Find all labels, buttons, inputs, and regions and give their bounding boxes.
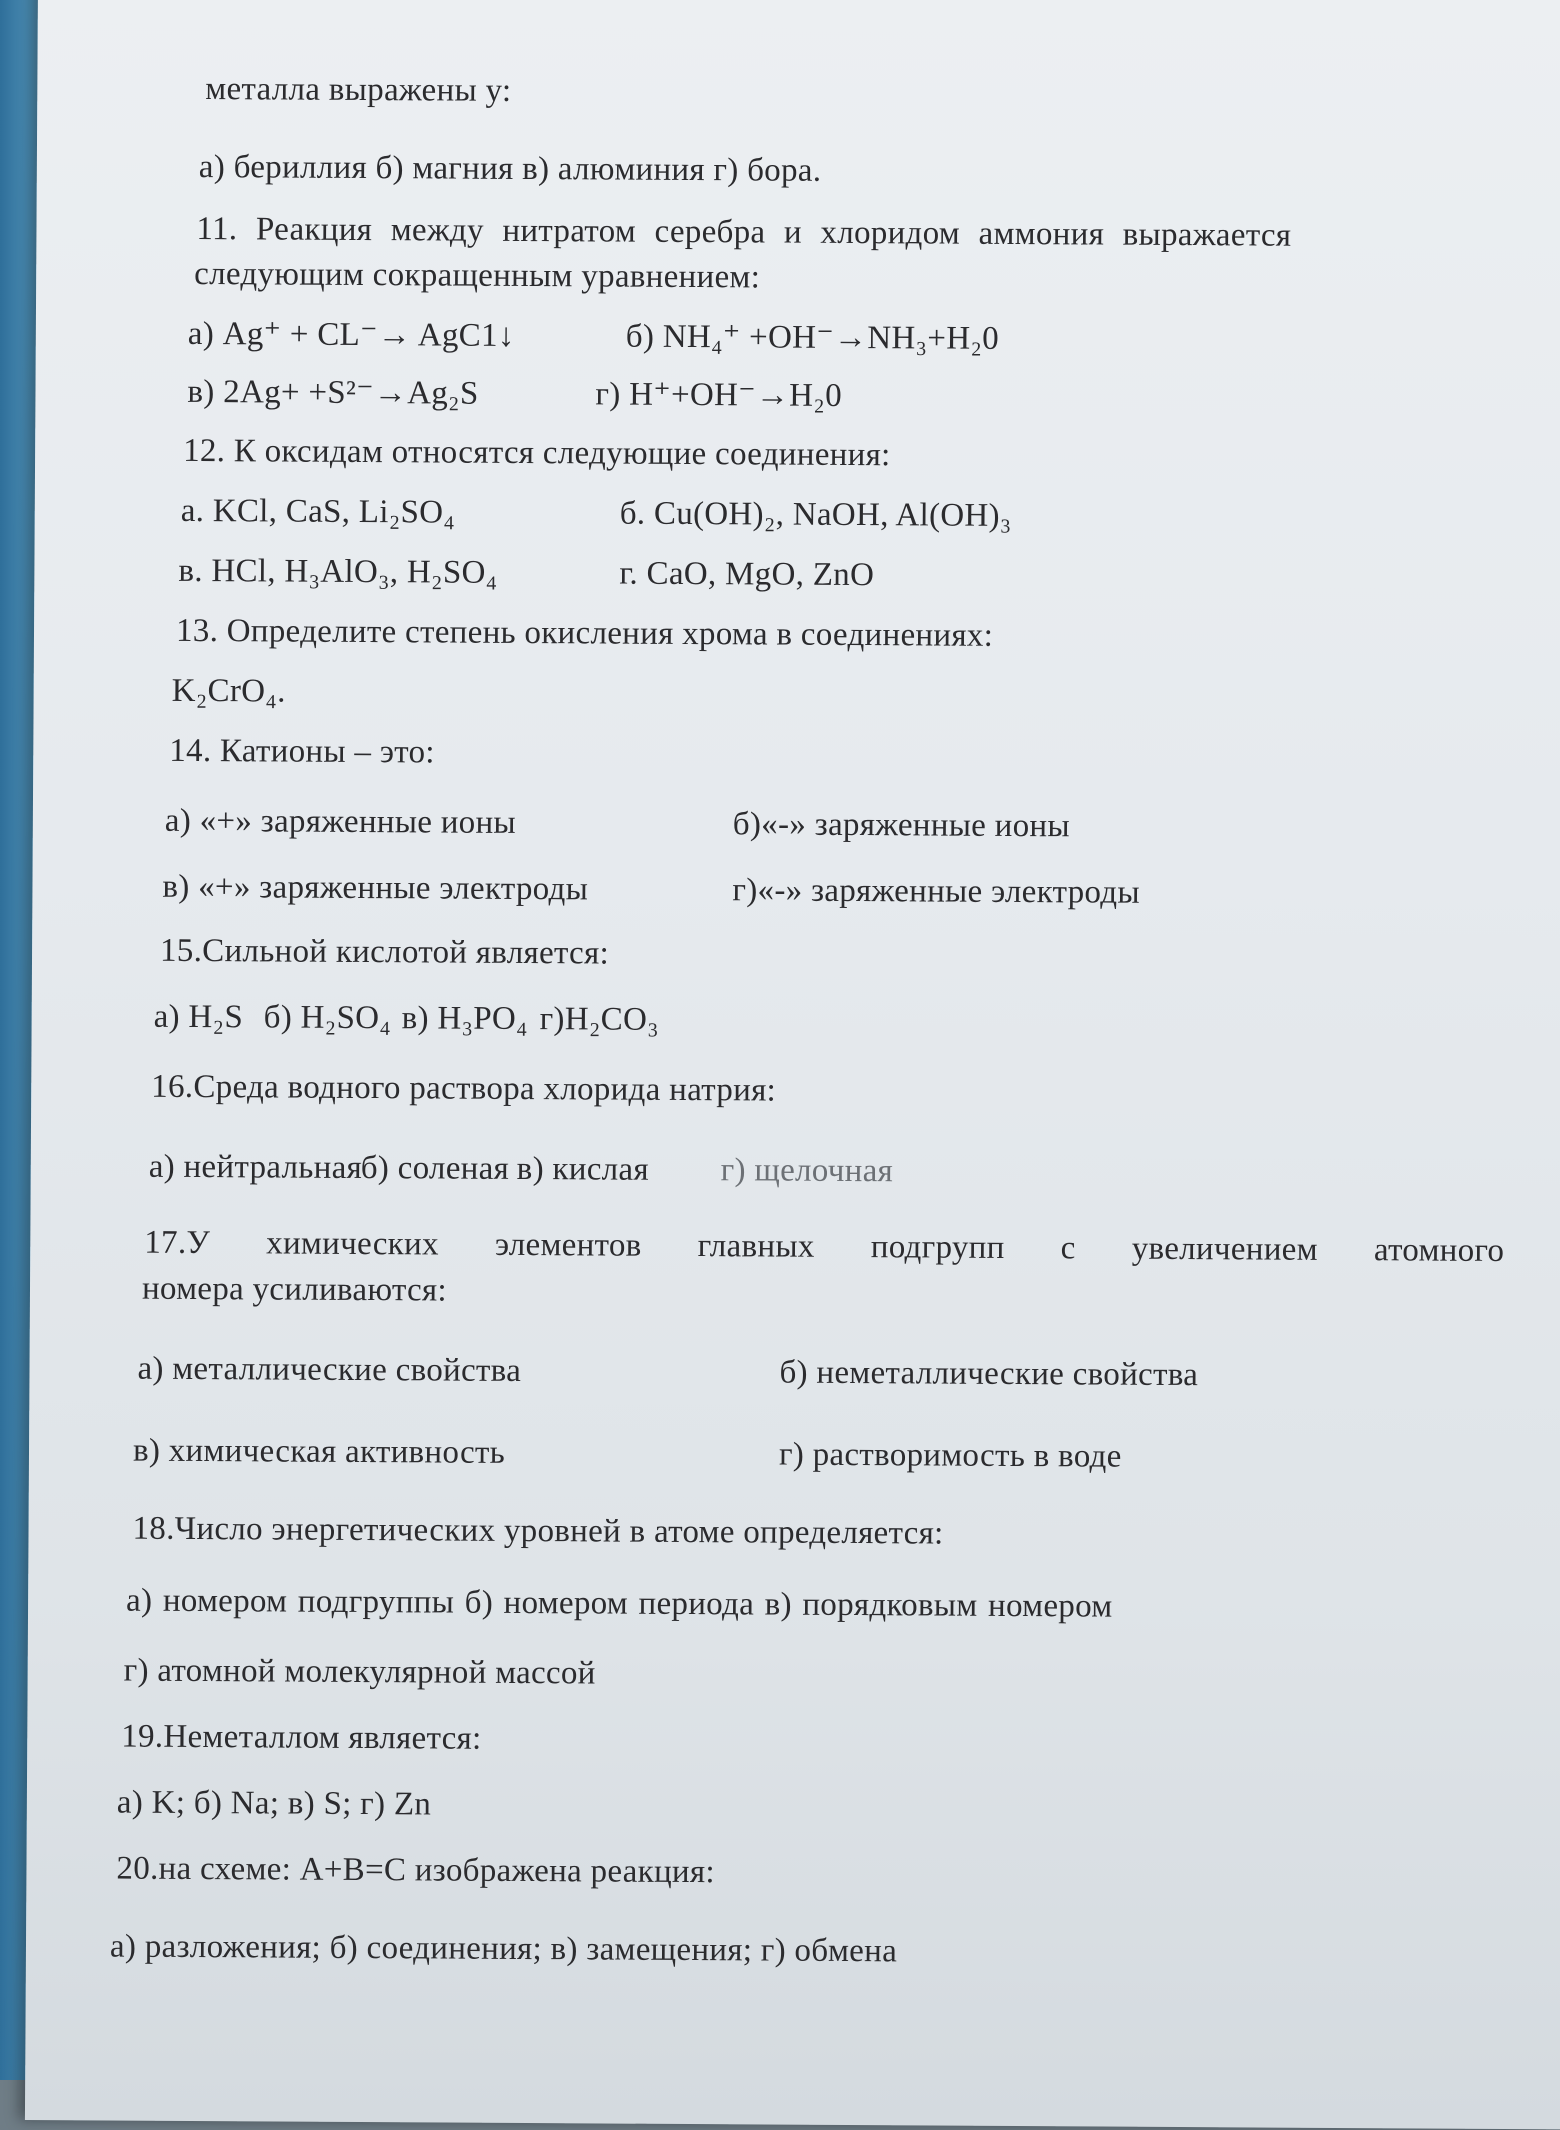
q20-options: а) разложения; б) соединения; в) замещения; г) обмена: [109, 1928, 898, 1970]
test-page: [25, 0, 1560, 2069]
q11-option-b: б) NH₄⁺ +OH⁻→NH₃+H₂0: [625, 318, 1000, 357]
q11-title-line1: 11. Реакция между нитратом серебра и хлоридом аммония выражается: [196, 210, 1292, 254]
q17-word: элементов: [494, 1226, 642, 1264]
q11-title-line2: следующим сокращенным уравнением:: [194, 255, 761, 296]
q14-title: 14. Катионы – это:: [169, 732, 435, 771]
q16-option-c: в) кислая: [516, 1150, 650, 1188]
q10-tail: металла выражены у:: [205, 71, 512, 109]
q10-options: а) бериллия б) магния в) алюминия г) бора.: [198, 148, 822, 189]
q15-option-a: а) H₂S: [153, 998, 244, 1036]
q14-option-d: г)«-» заряженные электроды: [732, 872, 1141, 911]
q17-word: главных: [697, 1228, 815, 1265]
q17-word: подгрупп: [870, 1229, 1005, 1266]
q14-option-c: в) «+» заряженные электроды: [162, 868, 589, 908]
q18-title: 18.Число энергетических уровней в атоме определяется:: [132, 1510, 944, 1552]
q11-option-d: г) H⁺+OH⁻→H₂0: [595, 376, 843, 414]
q17-word: химических: [266, 1225, 439, 1263]
q15-option-b: б) H₂SO₄: [263, 999, 392, 1037]
q11-option-a: а) Ag⁺ + CL⁻→ AgC1↓: [187, 315, 515, 354]
q17-title-line2: номера усиливаются:: [141, 1270, 448, 1309]
q12-option-b: б. Cu(OH)₂, NaOH, Al(OH)₃: [619, 495, 1012, 534]
q11-option-c: в) 2Ag+ +S²⁻→Ag₂S: [187, 373, 479, 412]
q17-option-d: г) растворимость в воде: [778, 1436, 1122, 1475]
q12-option-d: г. CaO, MgO, ZnO: [619, 555, 875, 594]
q17-title-line1: [144, 1225, 1504, 1270]
q14-option-a: а) «+» заряженные ионы: [164, 802, 517, 841]
q19-options: а) K; б) Na; в) S; г) Zn: [116, 1784, 432, 1823]
q20-title: 20.на схеме: A+B=C изображена реакция:: [116, 1850, 716, 1891]
q17-word: 17.У: [144, 1224, 211, 1262]
q16-option-b: б) соленая: [360, 1149, 510, 1187]
q17-word: с: [1060, 1230, 1076, 1267]
q17-word: атомного: [1373, 1232, 1505, 1269]
q16-option-a: а) нейтральная: [148, 1148, 363, 1187]
q16-title: 16.Среда водного раствора хлорида натрия:: [151, 1068, 777, 1109]
q12-title: 12. К оксидам относятся следующие соединения:: [183, 432, 891, 474]
q12-option-a: а. KCl, CaS, Li₂SO₄: [180, 492, 456, 531]
q15-option-d: г)H₂CO₃: [539, 1001, 660, 1038]
q18-options-line2: г) атомной молекулярной массой: [123, 1652, 596, 1692]
q12-option-c: в. HCl, H₃AlO₃, H₂SO₄: [178, 552, 498, 591]
q17-word: увеличением: [1131, 1230, 1318, 1268]
q18-options-line1: а) номером подгруппы б) номером периода в) порядковым номером: [125, 1582, 1113, 1625]
q19-title: 19.Неметаллом является:: [121, 1718, 482, 1757]
q17-option-c: в) химическая активность: [132, 1432, 506, 1471]
q16-option-d: г) щелочная: [720, 1152, 894, 1190]
q17-option-b: б) неметаллические свойства: [779, 1354, 1199, 1394]
paper-sheet: [25, 0, 1560, 2129]
q15-title: 15.Сильной кислотой является:: [159, 932, 610, 972]
q13-title: 13. Определите степень окисления хрома в соединениях:: [175, 612, 994, 654]
q13-formula: K₂CrO₄.: [171, 672, 286, 710]
q17-option-a: а) металлические свойства: [137, 1350, 522, 1389]
q14-option-b: б)«-» заряженные ионы: [732, 806, 1071, 845]
q15-option-c: в) H₃PO₄: [401, 1000, 529, 1038]
